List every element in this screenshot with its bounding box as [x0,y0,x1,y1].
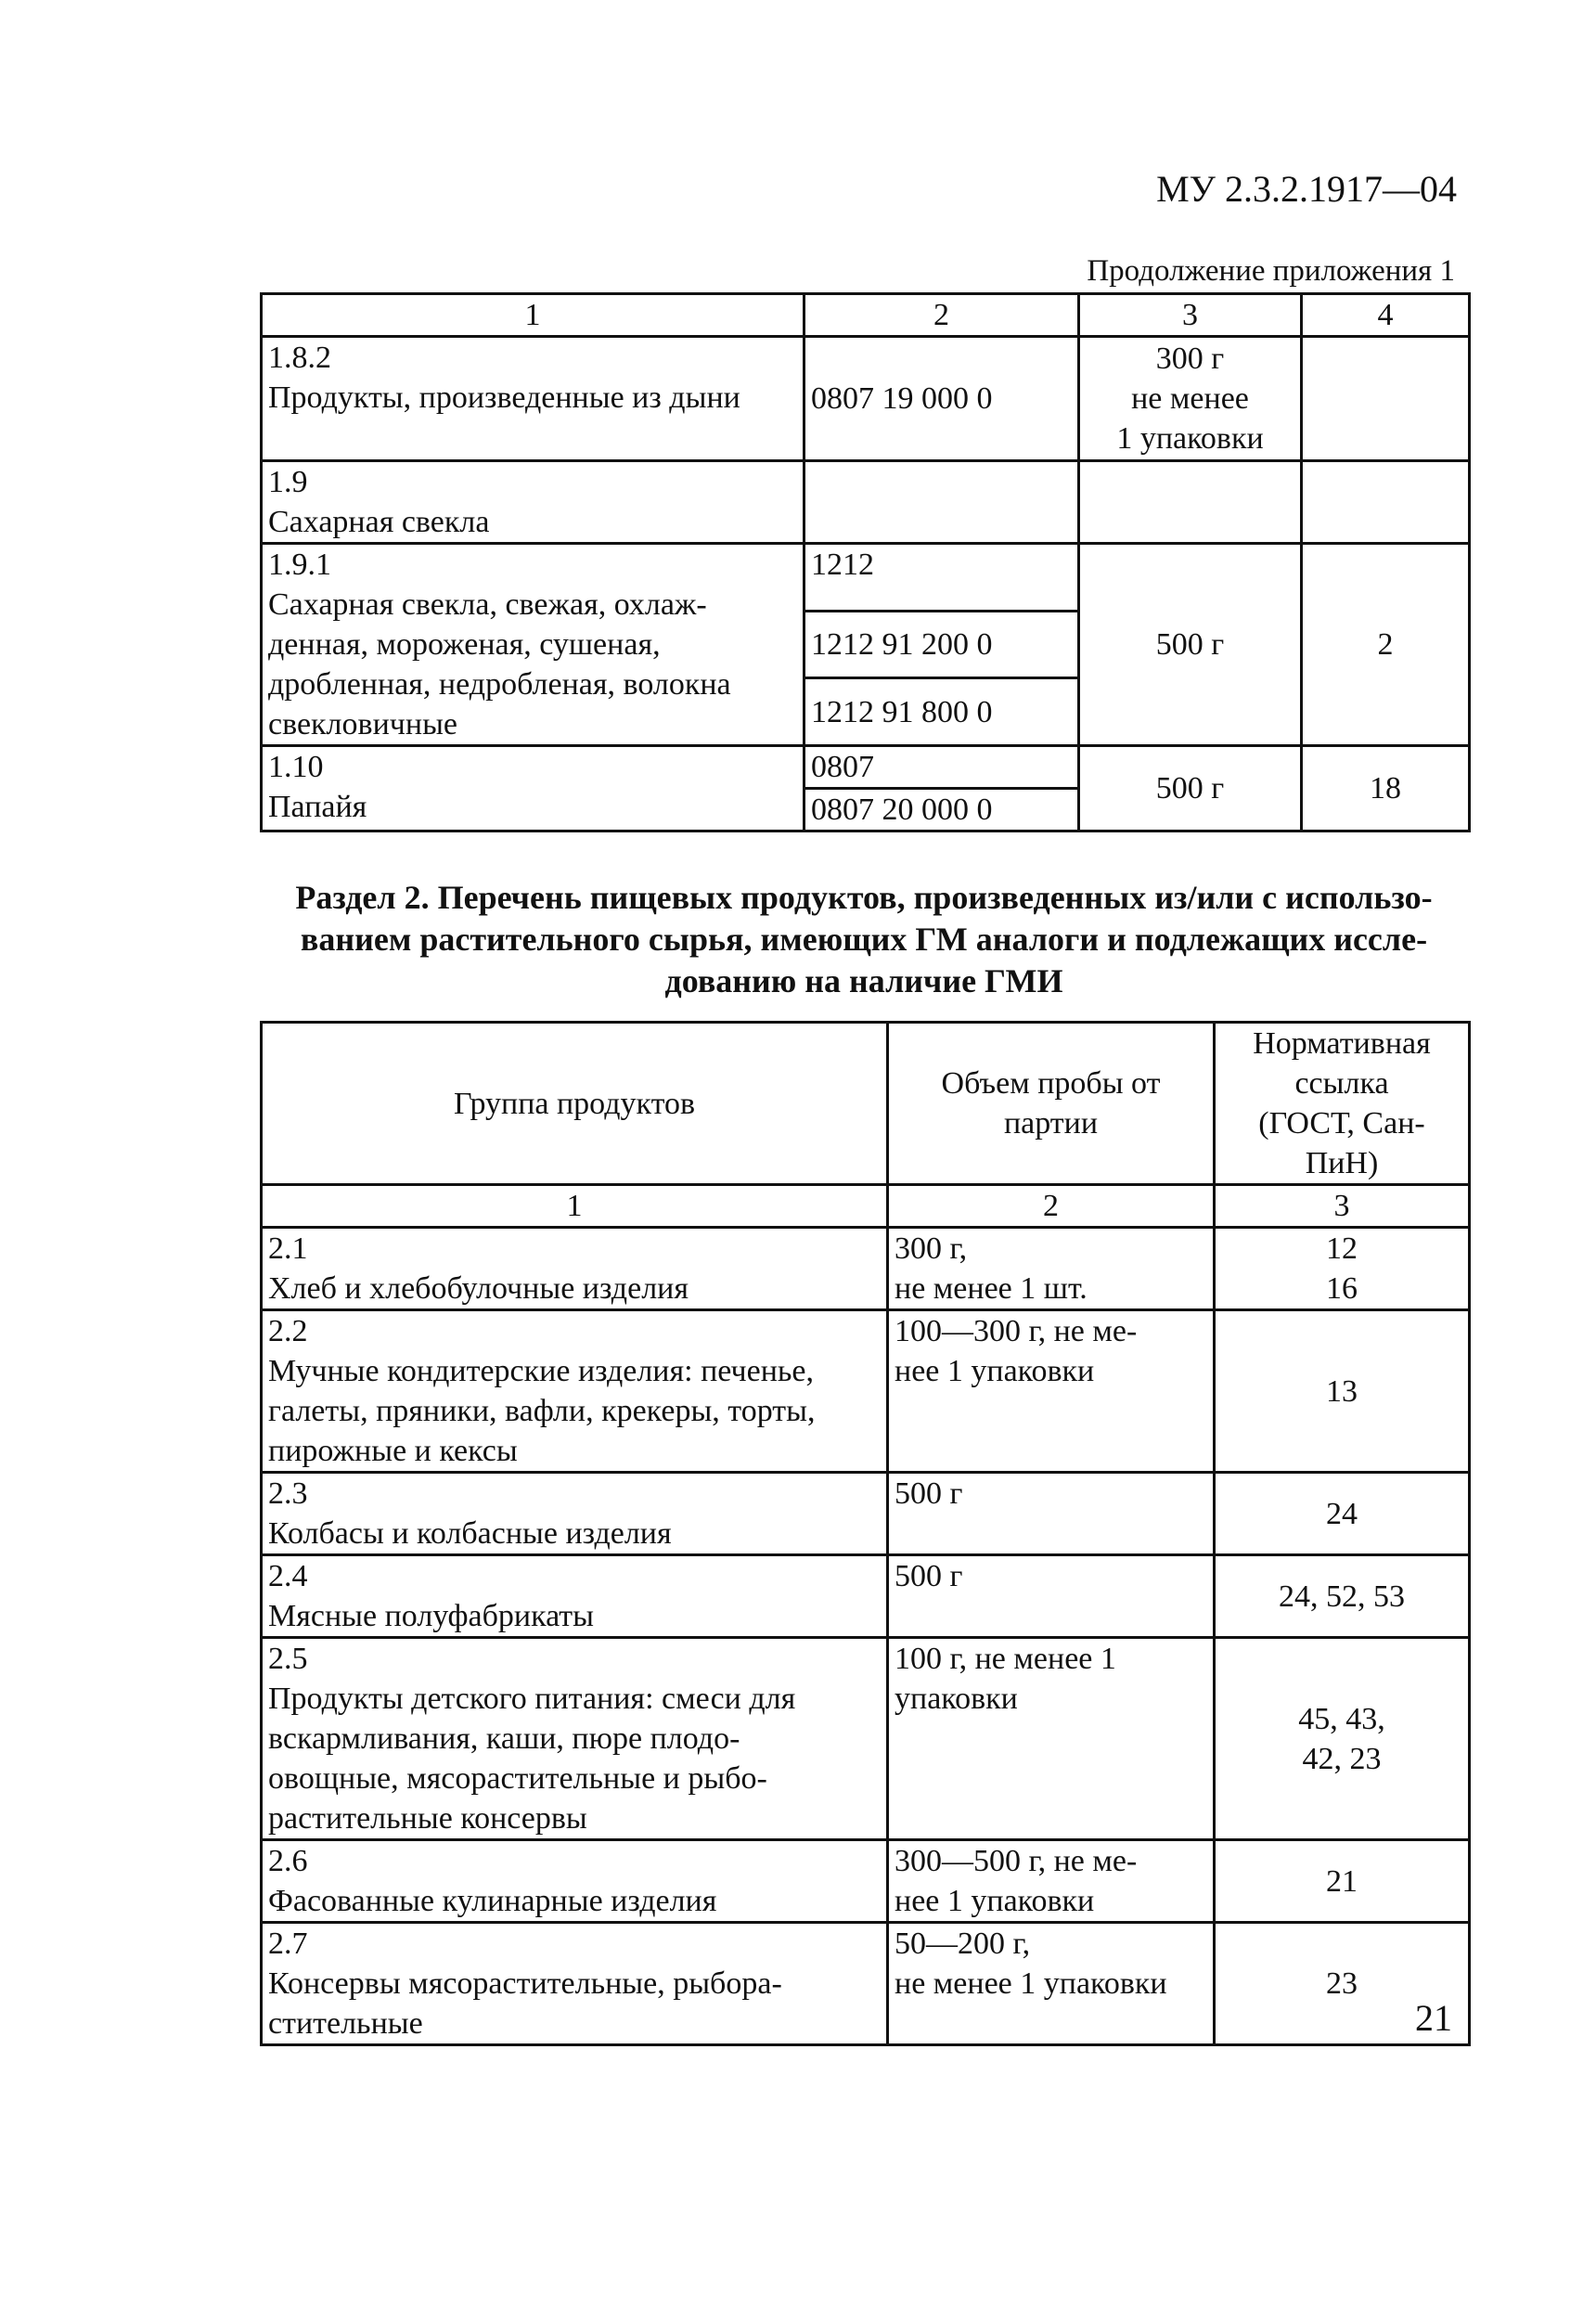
column-number: 2 [804,294,1079,337]
table-row [262,1638,1470,1840]
table-row [262,1555,1470,1638]
group-name: Фасованные кулинарные изделия [268,1884,717,1918]
tn-ved-code: 1212 91 800 0 [804,678,1079,746]
reference-cell: 18 [1302,746,1470,831]
section-title-line: Раздел 2. Перечень пищевых продуктов, произведенных из/или с использо- [295,879,1433,916]
volume-line: не менее [1131,381,1249,416]
header-group: Группа продуктов [262,1023,888,1185]
tn-ved-code: 0807 19 000 0 [804,337,1079,461]
group-name-line: пирожные и кексы [268,1434,518,1468]
reference-cell: 24 [1215,1473,1470,1555]
item-number: 2.4 [268,1559,308,1593]
item-number: 2.6 [268,1844,308,1878]
reference-line: 42, 23 [1302,1741,1382,1776]
item-number: 1.9.1 [268,548,331,582]
table-row [262,1228,1470,1310]
section-title [264,877,1463,1002]
product-cell [262,461,804,544]
group-name-line: Мучные кондитерские изделия: печенье, [268,1354,815,1388]
group-name-line: Продукты детского питания: смеси для [268,1682,796,1716]
reference-cell [1215,1228,1470,1310]
group-name-line: овощные, мясорастительные и рыбо- [268,1761,767,1796]
volume-cell [888,1638,1215,1840]
appendix-table-continued [260,292,1471,832]
volume-line: 1 упаковки [1116,421,1264,456]
section-title-line: дованию на наличие ГМИ [664,962,1063,999]
column-number: 4 [1302,294,1470,337]
table-row [262,337,1470,461]
volume-line: 100—300 г, не ме- [895,1314,1138,1348]
volume-cell [888,1840,1215,1923]
column-number: 3 [1215,1185,1470,1228]
volume-line: 100 г, не менее 1 [895,1642,1116,1676]
tn-ved-code: 0807 20 000 0 [804,789,1079,831]
empty-cell [804,461,1079,544]
group-name: Мясные полуфабрикаты [268,1599,594,1633]
volume-line: 300 г, [895,1231,968,1266]
table-row [262,746,1470,789]
header-reference [1215,1023,1470,1185]
item-number: 2.5 [268,1642,308,1676]
group-cell [262,1923,888,2045]
empty-cell [1079,461,1302,544]
volume-cell [888,1310,1215,1473]
product-name-line: свекловичные [268,707,457,741]
header-line: Объем пробы от [941,1066,1161,1101]
product-name: Продукты, произведенные из дыни [268,380,740,415]
document-code: МУ 2.3.2.1917—04 [1156,168,1457,210]
volume-line: не менее 1 шт. [895,1271,1088,1306]
header-line: (ГОСТ, Сан- [1258,1106,1425,1141]
item-number: 1.10 [268,750,324,784]
volume-cell [888,1923,1215,2045]
group-name-line: вскармливания, каши, пюре плодо- [268,1721,740,1756]
volume-line: упаковки [895,1682,1018,1716]
column-number: 1 [262,294,804,337]
volume-line: не менее 1 упаковки [895,1966,1167,2001]
column-number-row [262,294,1470,337]
sample-volume: 500 г [1079,544,1302,746]
group-cell [262,1638,888,1840]
item-number: 2.1 [268,1231,308,1266]
product-name-line: денная, мороженая, сушеная, [268,627,661,662]
header-line: ПиН) [1305,1146,1379,1180]
item-number: 1.8.2 [268,341,331,375]
item-number: 2.3 [268,1476,308,1511]
sample-volume: 500 г [1079,746,1302,831]
volume-line: нее 1 упаковки [895,1354,1095,1388]
reference-cell: 23 [1215,1923,1470,2045]
product-name-line: дробленная, недробленая, волокна [268,667,731,702]
table-row [262,461,1470,544]
group-cell [262,1555,888,1638]
table-row [262,1473,1470,1555]
header-line: партии [1003,1106,1099,1141]
group-cell [262,1310,888,1473]
reference-cell [1302,337,1470,461]
gmo-products-table [260,1021,1471,2046]
volume-line: нее 1 упаковки [895,1884,1095,1918]
reference-line: 45, 43, [1298,1701,1385,1736]
continuation-label: Продолжение приложения 1 [1087,254,1455,288]
volume-line: 300 г [1155,342,1225,376]
column-number: 2 [888,1185,1215,1228]
column-number-row [262,1185,1470,1228]
tn-ved-code: 0807 [804,746,1079,789]
reference-line: 16 [1326,1271,1358,1306]
column-number: 1 [262,1185,888,1228]
group-name-line: стительные [268,2006,423,2041]
table-row [262,544,1470,612]
table-row [262,1840,1470,1923]
reference-cell [1215,1638,1470,1840]
group-name-line: галеты, пряники, вафли, крекеры, торты, [268,1394,816,1428]
volume-cell: 500 г [888,1555,1215,1638]
reference-cell: 21 [1215,1840,1470,1923]
page-number: 21 [1415,1997,1452,2039]
group-name-line: растительные консервы [268,1801,587,1836]
product-name-line: Сахарная свекла, свежая, охлаж- [268,587,707,622]
volume-line: 300—500 г, не ме- [895,1844,1138,1878]
group-cell [262,1473,888,1555]
header-volume [888,1023,1215,1185]
product-name: Сахарная свекла [268,505,490,539]
product-cell [262,544,804,746]
tn-ved-code: 1212 [804,544,1079,612]
header-line: Нормативная [1253,1026,1431,1061]
reference-cell: 24, 52, 53 [1215,1555,1470,1638]
table-row [262,1923,1470,2045]
volume-line: 50—200 г, [895,1927,1031,1961]
item-number: 2.7 [268,1927,308,1961]
product-name: Папайя [268,790,367,824]
reference-line: 12 [1326,1231,1358,1266]
column-number: 3 [1079,294,1302,337]
reference-cell: 13 [1215,1310,1470,1473]
group-name: Колбасы и колбасные изделия [268,1516,672,1551]
product-cell [262,746,804,831]
item-number: 2.2 [268,1314,308,1348]
sample-volume [1079,337,1302,461]
header-line: ссылка [1294,1066,1389,1101]
section-title-line: ванием растительного сырья, имеющих ГМ аналоги и подлежащих иссле- [300,921,1428,958]
volume-cell [888,1228,1215,1310]
group-cell [262,1840,888,1923]
volume-cell: 500 г [888,1473,1215,1555]
group-cell [262,1228,888,1310]
reference-cell: 2 [1302,544,1470,746]
tn-ved-code: 1212 91 200 0 [804,611,1079,678]
header-row [262,1023,1470,1185]
empty-cell [1302,461,1470,544]
product-cell [262,337,804,461]
table-row [262,1310,1470,1473]
item-number: 1.9 [268,465,308,499]
group-name: Хлеб и хлебобулочные изделия [268,1271,689,1306]
group-name-line: Консервы мясорастительные, рыбора- [268,1966,782,2001]
